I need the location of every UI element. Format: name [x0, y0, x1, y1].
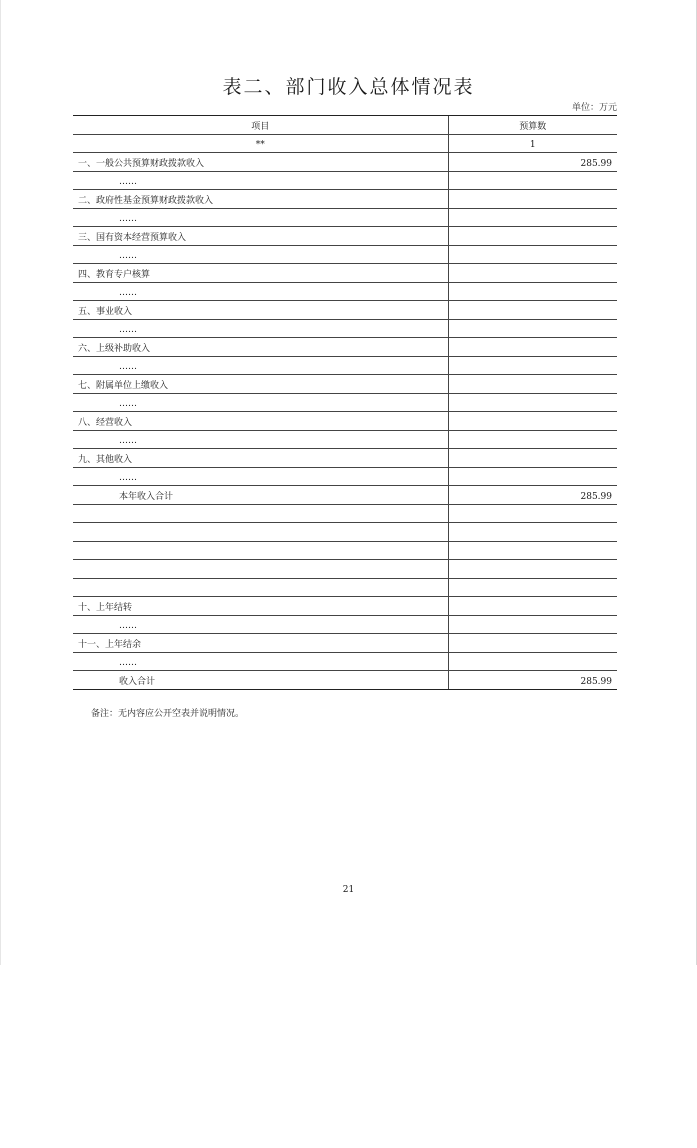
table-row	[73, 338, 617, 357]
table-row	[73, 615, 617, 634]
header-item: 项目	[73, 116, 448, 135]
header-budget: 预算数	[448, 116, 617, 135]
row-value	[448, 615, 617, 634]
row-item: ……	[73, 208, 448, 227]
row-item: ……	[73, 652, 448, 671]
row-value	[448, 430, 617, 449]
row-item: ……	[73, 356, 448, 375]
row-value: 285.99	[448, 486, 617, 505]
row-value	[448, 338, 617, 357]
row-item: 三、国有资本经营预算收入	[73, 227, 448, 246]
row-item	[73, 504, 448, 523]
unit-label: 单位：万元	[571, 103, 617, 113]
table-row	[73, 375, 617, 394]
row-value	[448, 375, 617, 394]
table-code-row	[73, 134, 617, 153]
table-row	[73, 449, 617, 468]
row-item: 本年收入合计	[73, 486, 448, 505]
footnote: 备注：无内容应公开空表并说明情况。	[91, 709, 245, 719]
row-item: ……	[73, 282, 448, 301]
row-value	[448, 190, 617, 209]
row-value	[448, 560, 617, 579]
table-row	[73, 245, 617, 264]
row-value	[448, 541, 617, 560]
row-value	[448, 171, 617, 190]
row-item: 五、事业收入	[73, 301, 448, 320]
grand-total-row	[73, 671, 617, 690]
row-value	[448, 227, 617, 246]
row-value	[448, 412, 617, 431]
row-item: 七、附属单位上缴收入	[73, 375, 448, 394]
row-item	[73, 578, 448, 597]
row-item: 十一、上年结余	[73, 634, 448, 653]
row-value	[448, 301, 617, 320]
row-value	[448, 245, 617, 264]
row-item: 十、上年结转	[73, 597, 448, 616]
table-row	[73, 652, 617, 671]
table-row	[73, 430, 617, 449]
subtotal-row	[73, 486, 617, 505]
row-value	[448, 523, 617, 542]
row-item: 八、经营收入	[73, 412, 448, 431]
row-value	[448, 282, 617, 301]
row-value	[448, 356, 617, 375]
row-value	[448, 208, 617, 227]
row-item: ……	[73, 319, 448, 338]
row-item	[73, 560, 448, 579]
row-item: ……	[73, 467, 448, 486]
row-item: ……	[73, 393, 448, 412]
row-item: 六、上级补助收入	[73, 338, 448, 357]
table-row	[73, 467, 617, 486]
table-row	[73, 153, 617, 172]
row-item: 九、其他收入	[73, 449, 448, 468]
row-value	[448, 449, 617, 468]
row-item: ……	[73, 171, 448, 190]
row-value: 285.99	[448, 671, 617, 690]
table-row	[73, 208, 617, 227]
row-item: ……	[73, 615, 448, 634]
table-header-row	[73, 116, 617, 135]
table-row	[73, 504, 617, 523]
table-row	[73, 523, 617, 542]
document-title: 表二、部门收入总体情况表	[222, 76, 475, 98]
row-item: 四、教育专户核算	[73, 264, 448, 283]
row-value: 285.99	[448, 153, 617, 172]
table-row	[73, 282, 617, 301]
row-value	[448, 504, 617, 523]
row-value	[448, 652, 617, 671]
table-row	[73, 319, 617, 338]
row-value	[448, 319, 617, 338]
table-row	[73, 301, 617, 320]
table-row	[73, 560, 617, 579]
table-row	[73, 264, 617, 283]
table-row	[73, 227, 617, 246]
row-item	[73, 541, 448, 560]
table-row	[73, 412, 617, 431]
table-row	[73, 356, 617, 375]
row-value	[448, 634, 617, 653]
page-number: 21	[342, 885, 355, 895]
table-row	[73, 393, 617, 412]
income-table	[73, 115, 617, 690]
row-item: ……	[73, 245, 448, 264]
row-item: 收入合计	[73, 671, 448, 690]
row-item: 二、政府性基金预算财政拨款收入	[73, 190, 448, 209]
table-row	[73, 171, 617, 190]
table-row	[73, 578, 617, 597]
row-item: ……	[73, 430, 448, 449]
table-row	[73, 541, 617, 560]
code-budget: 1	[448, 134, 617, 153]
row-value	[448, 393, 617, 412]
row-value	[448, 264, 617, 283]
row-value	[448, 467, 617, 486]
row-value	[448, 597, 617, 616]
table-row	[73, 634, 617, 653]
table-row	[73, 190, 617, 209]
row-item: 一、一般公共预算财政拨款收入	[73, 153, 448, 172]
table-row	[73, 597, 617, 616]
code-item: **	[73, 134, 448, 153]
row-item	[73, 523, 448, 542]
row-value	[448, 578, 617, 597]
